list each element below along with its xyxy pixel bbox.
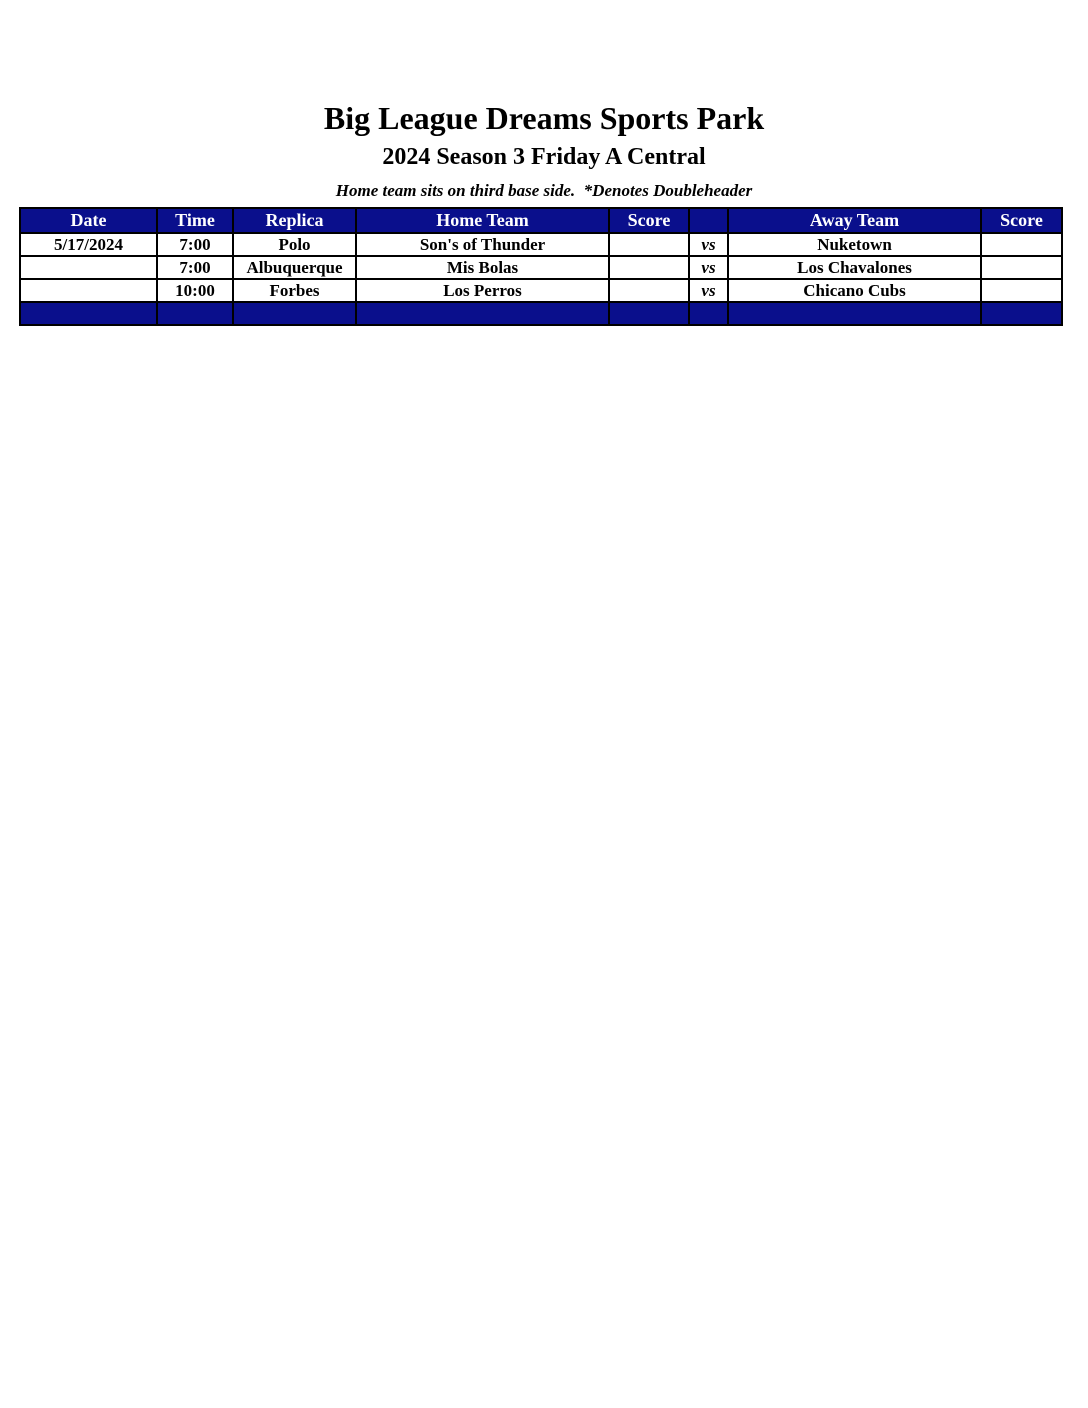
vs-cell: vs <box>689 279 728 302</box>
vs-cell: vs <box>689 233 728 256</box>
time-cell: 7:00 <box>157 256 233 279</box>
home-team-cell: Mis Bolas <box>356 256 609 279</box>
footer-bar-cell <box>689 302 728 325</box>
replica-cell: Forbes <box>233 279 356 302</box>
home-score-cell <box>609 233 689 256</box>
home-score-cell <box>609 279 689 302</box>
time-cell: 10:00 <box>157 279 233 302</box>
away-score-cell <box>981 279 1062 302</box>
home-score-cell <box>609 256 689 279</box>
replica-cell: Polo <box>233 233 356 256</box>
away-score-cell <box>981 233 1062 256</box>
away-team-cell: Los Chavalones <box>728 256 981 279</box>
table-row <box>20 256 1062 279</box>
table-header-row <box>20 208 1062 233</box>
page-note: Home team sits on third base side. *Denotes Doubleheader <box>335 181 753 200</box>
home-team-cell: Los Perros <box>356 279 609 302</box>
away-score-cell <box>981 256 1062 279</box>
column-header-away-score: Score <box>981 208 1062 233</box>
table-footer-bar <box>20 302 1062 325</box>
date-cell <box>20 279 157 302</box>
column-header-vs <box>689 208 728 233</box>
column-header-away-team: Away Team <box>728 208 981 233</box>
home-team-cell: Son's of Thunder <box>356 233 609 256</box>
time-cell: 7:00 <box>157 233 233 256</box>
table-row <box>20 279 1062 302</box>
date-cell: 5/17/2024 <box>20 233 157 256</box>
footer-bar-cell <box>157 302 233 325</box>
away-team-cell: Chicano Cubs <box>728 279 981 302</box>
page-title: Big League Dreams Sports Park <box>323 100 765 136</box>
column-header-date: Date <box>20 208 157 233</box>
footer-bar-cell <box>233 302 356 325</box>
footer-bar-cell <box>356 302 609 325</box>
column-header-replica: Replica <box>233 208 356 233</box>
column-header-time: Time <box>157 208 233 233</box>
footer-bar-cell <box>609 302 689 325</box>
vs-cell: vs <box>689 256 728 279</box>
schedule-table <box>19 207 1063 326</box>
away-team-cell: Nuketown <box>728 233 981 256</box>
footer-bar-cell <box>728 302 981 325</box>
column-header-home-team: Home Team <box>356 208 609 233</box>
column-header-home-score: Score <box>609 208 689 233</box>
footer-bar-cell <box>20 302 157 325</box>
replica-cell: Albuquerque <box>233 256 356 279</box>
date-cell <box>20 256 157 279</box>
table-row <box>20 233 1062 256</box>
footer-bar-cell <box>981 302 1062 325</box>
page-subtitle: 2024 Season 3 Friday A Central <box>382 144 706 170</box>
